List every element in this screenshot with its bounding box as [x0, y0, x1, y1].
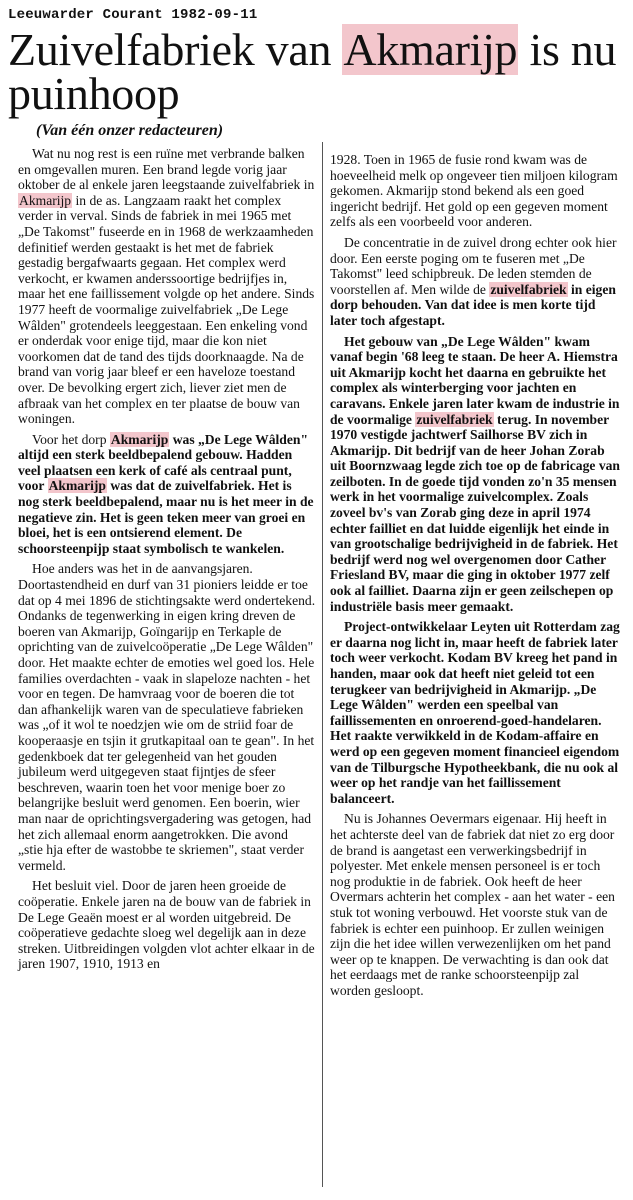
paragraph-text: De concentratie in de zuivel drong echter ook hier door. Een eerste poging om te fuseren met „De Takomst" leed schipbreuk. De leden stemden de voorstellen af. Men wilde de	[330, 234, 617, 297]
highlighted-term: zuivelfabriek	[490, 281, 567, 297]
paragraph-text: Het gebouw van „De Lege Wâlden" kwam vanaf begin '68 leeg te staan. De heer A. Hiemstra uit Akmarijp kocht het daarna en gebruikte het complex als winterberging voor jachten en caravans. Enkele jaren later kwam de industrie in de voormalige	[330, 333, 620, 427]
paragraph-text: was „De Lege Wâlden" altijd een sterk beeldbepalend gebouw. Hadden veel plaatsen een kerk of café als centraal punt, voor	[18, 431, 309, 494]
headline-highlight: Akmarijp	[343, 24, 518, 75]
paragraph-text: terug. In november 1970 vestigde jachtwerf Sailhorse BV zich in Akmarijp. Dit bedrijf van de heer Johan Zorab uit Boornzwaag legde zich toe op de fabricage van zeilboten. In de goede tijd vonden zo'n 35 mensen werk in het voormalige zuivelcomplex. Zoals zoveel bv's van Zorab ging deze in april 1974 echter failliet en dat luidde eigenlijk het einde in van grootschalige bedrijvigheid in de fabriek. Het bedrijf werd nog wel overgenomen door Cather Friesland BV, maar die ging in oktober 1977 zelf ook al failliet. Daarna zijn er geen zeilschepen op industriële basis meer gemaakt.	[330, 411, 620, 614]
paragraph-text: in de as. Langzaam raakt het complex verder in verval. Sinds de fabriek in mei 1965 met „De Takomst" fuseerde en in 1968 de werkzaamheden definitief werden gestaakt is het met de fabriek gestadig bergafwaarts gegaan. Het complex werd verkocht, er kwamen anderssoortige bedrijfjes in, maar het ene faillissement volgde op het andere. Sinds 1977 heeft de voormalige zuivelfabriek „De Lege Wâlden" grotendeels leeggestaan. Een enkeling vond er onderdak voor enige tijd, maar die kon niet voorkomen dat de tand des tijds doorknaagde. Na de brand van vorig jaar bleef er een haveloze toestand over. De bevolking ergert zich, liever ziet men de afbraak van het complex en ter plaatse de bouw van woningen.	[18, 192, 315, 427]
paragraph-text: in eigen dorp behouden. Van dat idee is men korte tijd later toch afgestapt.	[330, 281, 616, 328]
paragraph: Het besluit viel. Door de jaren heen groeide de coöperatie. Enkele jaren na de bouw van de fabriek in De Lege Geaën moest er al worden uitgebreid. De coöperatieve gedachte sloeg wel degelijk aan in deze streken. Uitbreidingen volgden vlot achter elkaar in de jaren 1907, 1910, 1913 en	[18, 878, 315, 972]
highlighted-term: Akmarijp	[48, 478, 106, 494]
paragraph	[330, 235, 623, 329]
highlighted-term: zuivelfabriek	[416, 411, 493, 427]
paragraph-text: was dat de zuivelfabriek. Het is nog sterk beeldbepalend, maar nu is het meer in de negatieve zin. Het is geen teken meer van groei en bloei, het is een ontsierend element. De schoorsteenpijp staat symbolisch te wankelen.	[18, 478, 314, 556]
left-column	[18, 146, 316, 977]
highlighted-term: Akmarijp	[19, 192, 72, 208]
paragraph-text: Voor het dorp	[32, 431, 110, 447]
source-label: Leeuwarder Courant 1982-09-11	[8, 7, 258, 23]
paragraph	[330, 334, 623, 615]
paragraph	[18, 146, 316, 427]
headline-text-start: Zuivelfabriek van	[8, 24, 343, 75]
highlighted-term: Akmarijp	[110, 431, 169, 447]
paragraph	[18, 432, 316, 557]
headline-text-end: is nu puinhoop	[8, 24, 617, 119]
paragraph: Hoe anders was het in de aanvangsjaren. Doortastendheid en durf van 31 pioniers leidde er toe dat op 4 mei 1896 de stichtingsakte werd ondertekend. Ondanks de tegenwerking in eigen kring dreven de boeren van Akmarijp, Goïngarijp en Terkaple de oprichting van de zuivelcoöperatie „De Lege Wâlden" door. Het maakte echter de emoties wel goed los. Hele families overdachten - vaak in slapeloze nachten - het voor en tegen. De hamvraag voor de boeren die tot dan afhankelijk waren van de speculatieve fabrieken was „of it wol te noedzjen wie om de striid foar de kooperaasje en tsjin it grutkapitaal oan te gean". In het gedenkboek dat ter gelegenheid van het gouden jubileum werd uitgegeven staat fijntjes de sfeer beschreven, waarin toen het voor menige boer zo belangrijke besluit werd genomen. Een boerin, wier man naar de oprichtingsvergadering was getogen, had het zich allemaal enorm aangetrokken. Die avond „stie hja efter de wastobbe te skriemen", staat verder vermeld.	[18, 561, 316, 873]
right-column	[330, 152, 623, 1003]
paragraph: Project-ontwikkelaar Leyten uit Rotterdam zag er daarna nog licht in, maar heeft de fabriek later toch weer verkocht. Kodam BV kreeg het pand in handen, maar ook dat heeft niet geleid tot een terugkeer van bedrijvigheid in Akmarijp. „De Lege Wâlden" werden een speelbal van faillissementen en onroerend-goed-handelaren. Het raakte verwikkeld in de Kodam-affaire en werd op een gegeven moment financieel eigendom van de Tilburgsche Hypotheekbank, die nu ook al weer op het randje van het faillissement balanceert.	[330, 619, 620, 806]
headline	[8, 24, 628, 119]
paragraph-text: Wat nu nog rest is een ruïne met verbrande balken en omgevallen muren. Een brand legde vorig jaar oktober de al enkele jaren leegstaande zuivelfabriek in	[18, 146, 315, 193]
paragraph: 1928. Toen in 1965 de fusie rond kwam was de hoeveelheid melk op ongeveer tien miljoen kilogram gekomen. Akmarijp stond bekend als een goed ingericht bedrijf. Het gold op een gegeven moment zelfs als een voorbeeld voor anderen.	[330, 152, 618, 230]
byline: (Van één onzer redacteuren)	[36, 122, 224, 139]
column-divider	[322, 142, 323, 1187]
paragraph: Nu is Johannes Oevermars eigenaar. Hij heeft in het achterste deel van de fabriek dat niet zo erg door de brand is aangetast een verwerkingsbedrijf in polyester. Met enkele mensen personeel is er toch nog produktie in de fabriek. Ook heeft de heer Overmars achterin het complex - aan het water - een stuk tot woning verbouwd. Het voorste stuk van de fabriek is echter een puinhoop. Er zullen weinigen zijn die het idee willen verwezenlijken om het pand weer op te knappen. De verwachting is dan ook dat het eerdaags met de ranke schoorsteenpijp zal worden gesloopt.	[330, 811, 615, 998]
